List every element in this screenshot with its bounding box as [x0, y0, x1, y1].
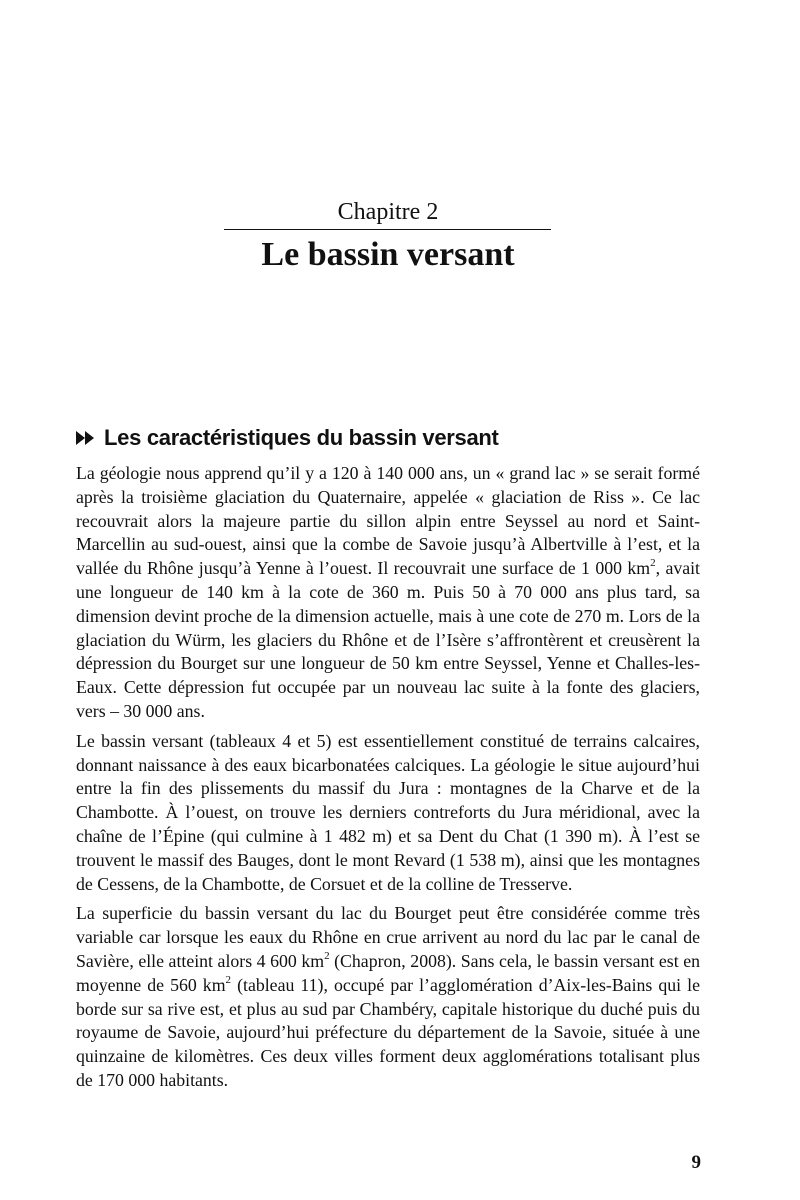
paragraph-3-part-a: La superficie du bassin versant du lac du Bourget peut être considérée comme très variable car lorsque les eaux du Rhône en crue arrivent au nord du lac par le canal de Savière, elle atteint alors 4 600 km: [76, 903, 700, 971]
paragraph-3-part-b: (Chapron, 2008). Sans cela, le bassin versant est en moyenne de 560 km: [76, 950, 700, 995]
paragraph-3-part-c: (tableau 11), occupé par l’agglomération d’Aix-les-Bains qui le borde sur sa rive est, et plus au sud par Chambéry, capitale historique du duché puis du royaume de Savoie, aujourd’hui préfecture du département de la Savoie, située à une quinzaine de kilomètres. Ces deux villes forment deux agglomérations totalisant plus de 170 000 habitants.: [76, 974, 700, 1090]
paragraph-1-part-b: , avait une longueur de 140 km à la cote de 360 m. Puis 50 à 70 000 ans plus tard, sa dimension devint proche de la dimension actuelle, mais à une cote de 270 m. Lors de la glaciation du Würm, les glaciers du Rhône et de l’Isère s’affrontèrent et creusèrent la dépression du Bourget sur une longueur de 50 km entre Seyssel, Yenne et Challes-les-Eaux. Cette dépression fut occupée par un nouveau lac suite à la fonte des glaciers, vers – 30 000 ans.: [76, 558, 700, 721]
page-number: 9: [691, 1152, 701, 1173]
paragraph-1: [76, 462, 700, 724]
double-chevron-right-icon: [76, 431, 96, 445]
superscript: 2: [324, 950, 330, 963]
superscript: 2: [650, 557, 656, 570]
chapter-label: Chapitre 2: [337, 199, 439, 225]
body-text: [76, 462, 700, 1099]
section-heading-text: Les caractéristiques du bassin versant: [104, 425, 499, 450]
section-heading: [76, 424, 726, 452]
superscript: 2: [225, 973, 232, 986]
paragraph-1-part-a: La géologie nous apprend qu’il y a 120 à 140 000 ans, un « grand lac » se serait formé après la troisième glaciation du Quaternaire, appelée « glaciation de Riss ». Ce lac recouvrait alors la majeure partie du sillon alpin entre Seyssel au nord et Saint-Marcellin au sud-ouest, ainsi que la combe de Savoie jusqu’à Albertville à l’est, et la vallée du Rhône jusqu’à Yenne à l’ouest. Il recouvrait une surface de 1 000 km: [76, 463, 700, 579]
paragraph-3: [76, 902, 700, 1092]
chapter-rule: [224, 229, 551, 230]
chapter-title: Le bassin versant: [261, 236, 515, 273]
paragraph-2: Le bassin versant (tableaux 4 et 5) est essentiellement constitué de terrains calcaires, donnant naissance à des eaux bicarbonatées calciques. La géologie le situe aujourd’hui entre la fin des plissements du massif du Jura : montagnes de la Charve et de la Chambotte. À l’ouest, on trouve les derniers contreforts du Jura méridional, avec la chaîne de l’Épine (qui culmine à 1 482 m) et sa Dent du Chat (1 390 m). À l’est se trouvent le massif des Bauges, dont le mont Revard (1 538 m), ainsi que les montagnes de Cessens, de la Chambotte, de Corsuet et de la colline de Tresserve.: [76, 730, 700, 894]
